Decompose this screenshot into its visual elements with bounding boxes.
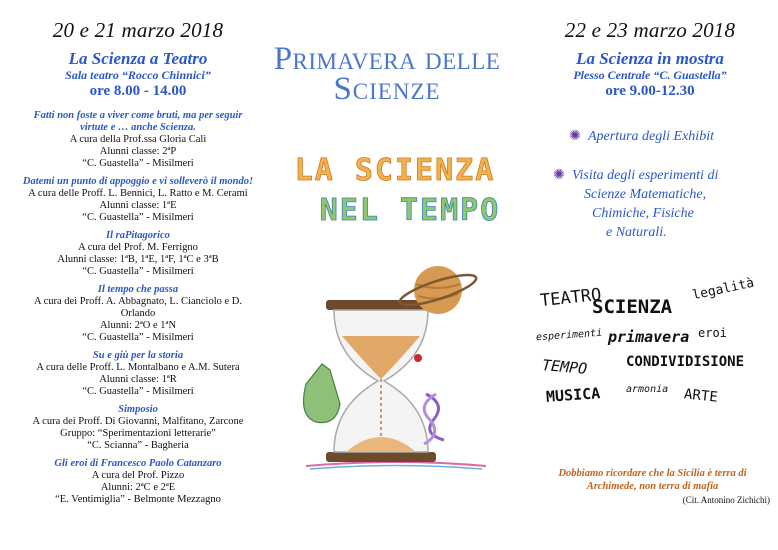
right-column [530,18,770,100]
main-title-line2: Scienze [333,71,441,107]
program-item-line: A cura della Prof.ssa Gloria Calì [69,134,207,145]
left-column [20,18,256,512]
program-item-title: Datemi un punto di appoggio e vi solleverò il mondo! [22,176,254,187]
program-item-line: Alunni: 2ªC e 2ªE [100,482,176,493]
program-item-line: Alunni classe: 2ªP [99,146,177,157]
word-esperimenti: esperimenti [535,327,603,344]
program-item-line: Alunni: 2ªO e 1ªN [99,320,177,331]
program-item-line: Alunni classe: 1ªB, 1ªE, 1ªF, 1ªC e 3ªB [57,254,219,265]
program-item [20,110,256,170]
experiments-line: Chimiche, Fisiche [592,206,694,221]
experiments-visit [546,166,718,242]
left-event-title: La Scienza a Teatro [68,49,208,68]
logo-line2: NEL TEMPO [319,193,501,228]
quote-citation: (Cit. Antonino Zichichi) [682,495,770,505]
program-item-line: A cura delle Proff. L. Bennici, L. Ratto e M. Cerami [28,188,248,199]
program-item-title: Il raPitagorico [106,230,170,241]
experiments-line: Scienze Matematiche, [584,187,707,202]
program-item-title: Su e giù per la storia [92,350,184,361]
right-hours: ore 9.00-12.30 [605,83,695,99]
program-item-line: “C. Guastella” - Misilmeri [82,158,194,169]
word-cloud [530,275,770,428]
logo-line1: LA SCIENZA [294,153,496,188]
word-armonia: armonia [626,384,669,395]
hourglass-illustration [296,244,496,474]
program-item [20,458,256,506]
program-item-title: Simposio [118,404,158,415]
word-teatro: TEATRO [539,284,603,312]
program-item-line: A cura dei Proff. Di Giovanni, Malfitano, Zarcone [32,416,244,427]
program-item-line: “C. Guastella” - Misilmeri [82,386,194,397]
program-item-line: Gruppo: “Sperimentazioni letterarie” [60,428,216,439]
right-date: 22 e 23 marzo 2018 [564,18,736,42]
word-tempo: TEMPO [541,356,588,378]
word-scienza: SCIENZA [592,296,673,318]
left-venue: Sala teatro “Rocco Chinnici” [65,68,211,82]
exhibit-opening-text: Apertura degli Exhibit [588,129,714,144]
program-item [20,176,256,224]
program-item-title: Il tempo che passa [97,284,179,295]
program-item-line: A cura del Prof. Pizzo [91,470,185,481]
sparkle-icon: ✺ [553,168,565,183]
experiments-line: e Naturali. [606,225,667,240]
program-item-line: A cura del Prof. M. Ferrigno [78,242,198,253]
program-item-line: “C. Guastella” - Misilmeri [82,332,194,343]
right-venue: Plesso Centrale “C. Guastella” [573,68,727,82]
experiments-line: Visita degli esperimenti di [572,168,719,183]
main-title-line1: Primavera delle [273,41,501,77]
program-item [20,404,256,452]
program-item-title: Gli eroi di Francesco Paolo Catanzaro [54,458,222,469]
subject-logo [270,150,520,230]
left-hours: ore 8.00 - 14.00 [89,83,187,99]
word-condividisione: CONDIVIDISIONE [626,354,745,370]
left-date: 20 e 21 marzo 2018 [52,18,224,42]
right-event-title: La Scienza in mostra [576,49,724,68]
program-item-line: A cura delle Proff. L. Montalbano e A.M. Sutera [36,362,240,373]
program-item-line: “C. Guastella” - Misilmeri [82,266,194,277]
program-item [20,350,256,398]
word-musica: MUSICA [545,384,601,406]
program-item-line: A cura dei Proff. A. Abbagnato, L. Cianciolo e D. Orlando [33,296,243,319]
program-item-line: “C. Scianna” - Bagheria [87,440,189,451]
program-item-line: Alunni classe: 1ªE [99,200,177,211]
quote-text: Dobbiamo ricordare che la Sicilia è terra di Archimede, non terra di mafia [558,468,747,492]
word-primavera: primavera [608,328,690,346]
program-item-line: Alunni classe: 1ªR [99,374,177,385]
main-title [262,41,512,107]
program-item-line: “E. Ventimiglia” - Belmonte Mezzagno [55,494,221,505]
program-item-line: “C. Guastella” - Misilmeri [82,212,194,223]
program-item-title: Fatti non foste a viver come bruti, ma per seguir virtute e … anche Scienza. [33,110,243,133]
sparkle-icon: ✺ [569,129,581,144]
word-legalita: legalità [691,275,756,304]
program-list [20,110,256,506]
program-item [20,230,256,278]
word-arte: ARTE [683,386,719,406]
program-item [20,284,256,344]
word-eroi: eroi [698,326,727,340]
exhibit-opening [562,128,714,145]
right-header [530,18,770,100]
